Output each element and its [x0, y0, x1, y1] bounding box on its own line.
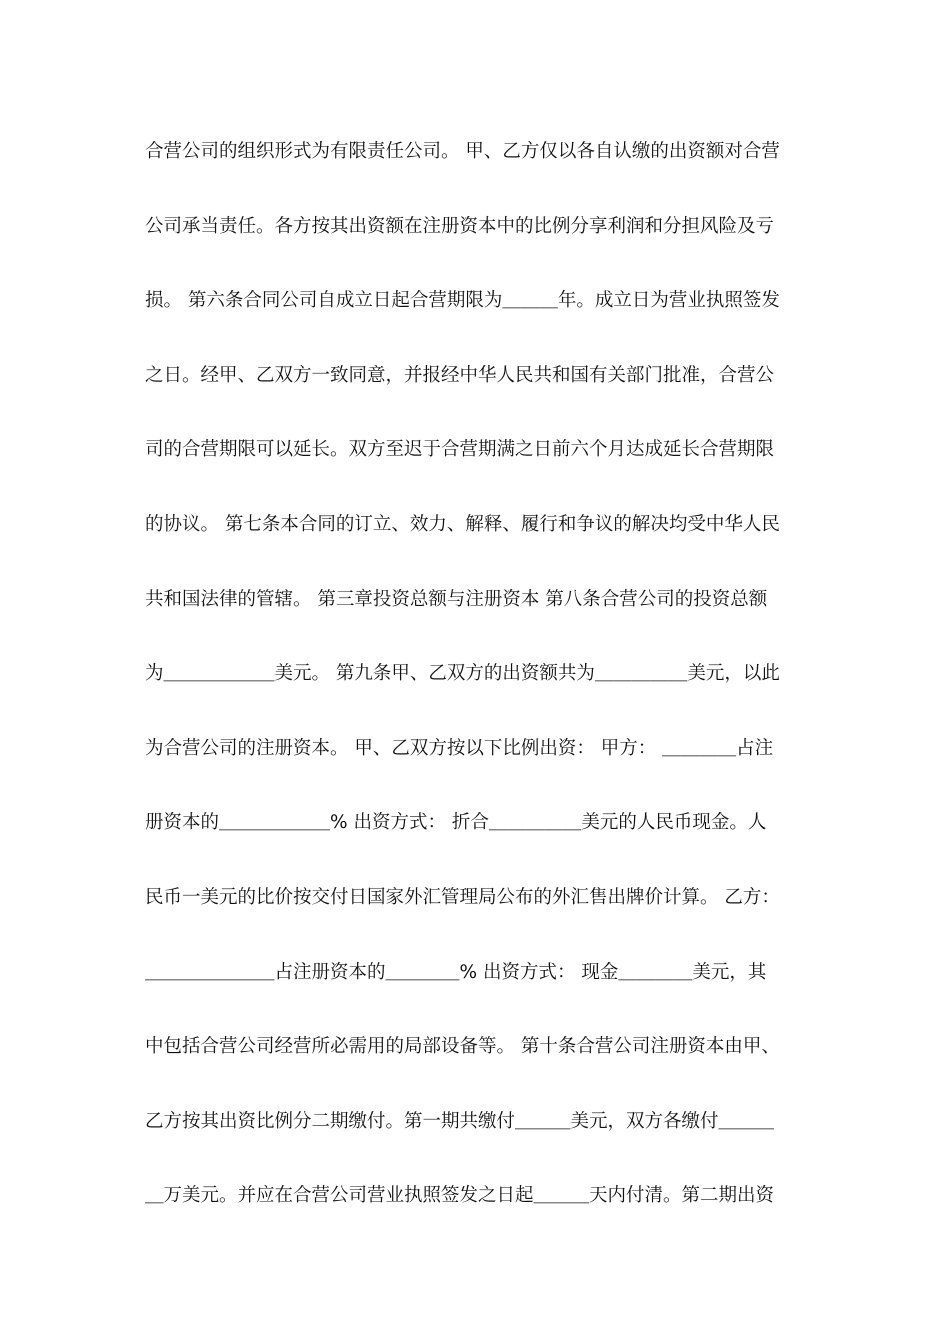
- text-line: 册资本的＿＿＿＿＿＿% 出资方式： 折合＿＿＿＿＿美元的人民币现金。人: [145, 812, 767, 834]
- text-line: 民币一美元的比价按交付日国家外汇管理局公布的外汇售出牌价计算。 乙方：: [145, 886, 780, 908]
- text-line: 司的合营期限可以延长。双方至迟于合营期满之日前六个月达成延长合营期限: [145, 439, 775, 461]
- text-line: ＿＿＿＿＿＿＿占注册资本的＿＿＿＿% 出资方式： 现金＿＿＿＿美元，其: [145, 961, 767, 983]
- text-line: 中包括合营公司经营所必需用的局部设备等。 第十条合营公司注册资本由甲、: [145, 1036, 780, 1058]
- text-line: 公司承当责任。各方按其出资额在注册资本中的比例分享利润和分担风险及亏: [145, 215, 775, 237]
- contract-text-body: [145, 133, 807, 1252]
- text-line: 共和国法律的管辖。 第三章投资总额与注册资本 第八条合营公司的投资总额: [145, 588, 768, 610]
- text-line: ＿万美元。并应在合营公司营业执照签发之日起＿＿＿天内付清。第二期出资: [145, 1185, 775, 1207]
- text-line: 损。 第六条合同公司自成立日起合营期限为＿＿＿年。成立日为营业执照签发: [145, 290, 780, 312]
- text-line: 为＿＿＿＿＿＿美元。 第九条甲、乙双方的出资额共为＿＿＿＿＿美元，以此: [145, 663, 780, 685]
- text-line: 之日。经甲、乙双方一致同意，并报经中华人民共和国有关部门批准，合营公: [145, 364, 775, 386]
- text-line: 乙方按其出资比例分二期缴付。第一期共缴付＿＿＿美元，双方各缴付＿＿＿: [145, 1110, 775, 1132]
- text-line: 为合营公司的注册资本。 甲、乙双方按以下比例出资： 甲方： ＿＿＿＿占注: [145, 737, 774, 759]
- text-line: 合营公司的组织形式为有限责任公司。 甲、乙方仅以各自认缴的出资额对合营: [145, 141, 780, 162]
- text-line: 的协议。 第七条本合同的订立、效力、解释、履行和争议的解决均受中华人民: [145, 513, 780, 535]
